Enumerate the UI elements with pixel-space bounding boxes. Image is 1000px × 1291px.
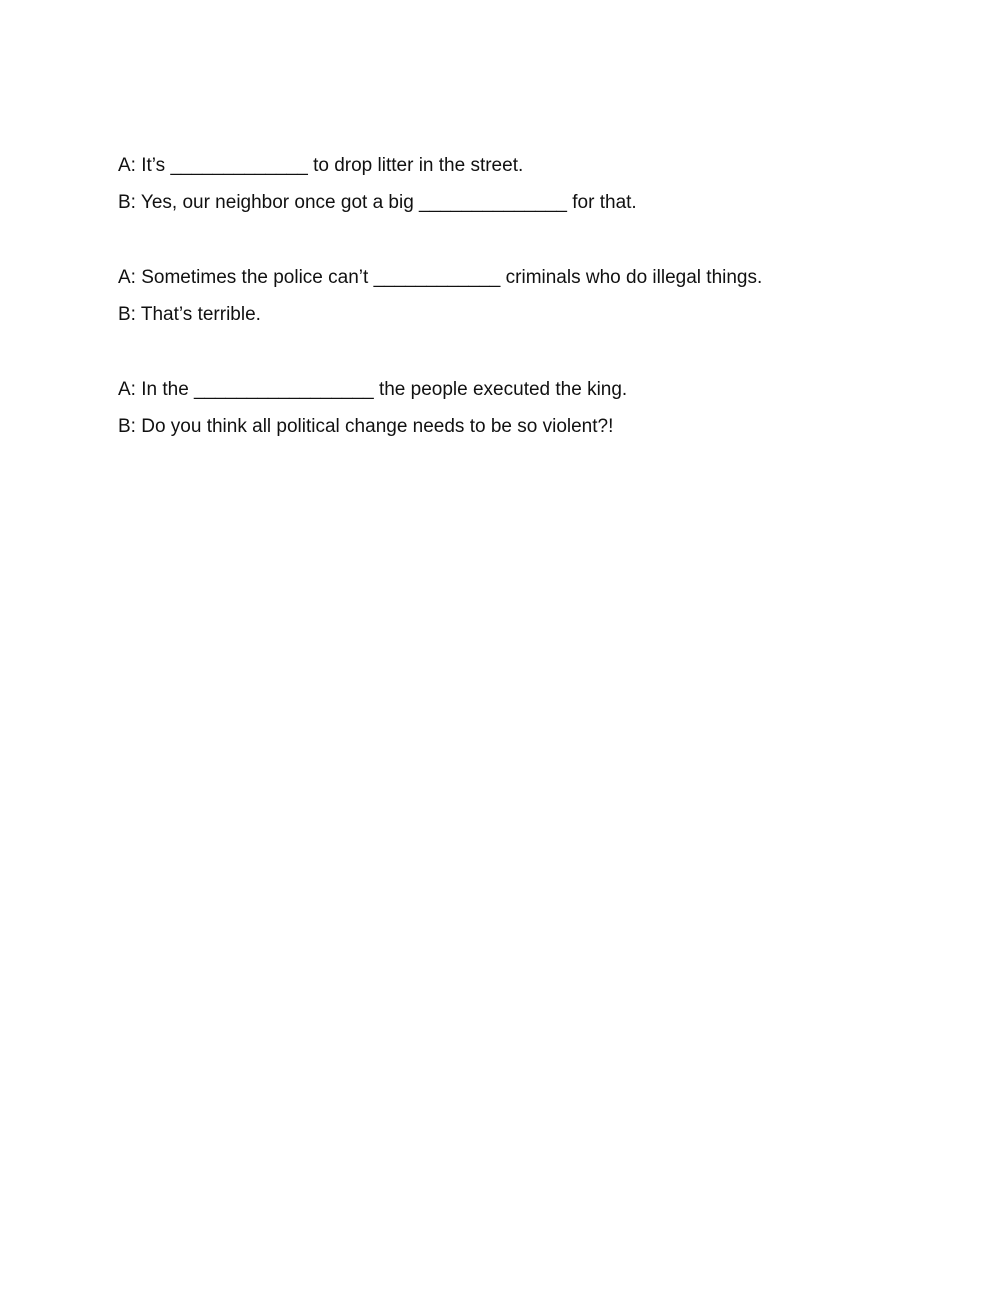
- dialogue-3-line-b: B: Do you think all political change needs to be so violent?!: [118, 416, 614, 437]
- dialogue-2-line-b: B: That’s terrible.: [118, 304, 261, 325]
- dialogue-3-line-a: A: In the _________________ the people executed the king.: [118, 379, 628, 400]
- dialogue-2-line-a: A: Sometimes the police can’t ____________ criminals who do illegal things.: [118, 267, 763, 288]
- dialogue-1-line-a: A: It’s _____________ to drop litter in the street.: [118, 155, 524, 176]
- dialogue-1-line-b: B: Yes, our neighbor once got a big ______________ for that.: [118, 192, 637, 213]
